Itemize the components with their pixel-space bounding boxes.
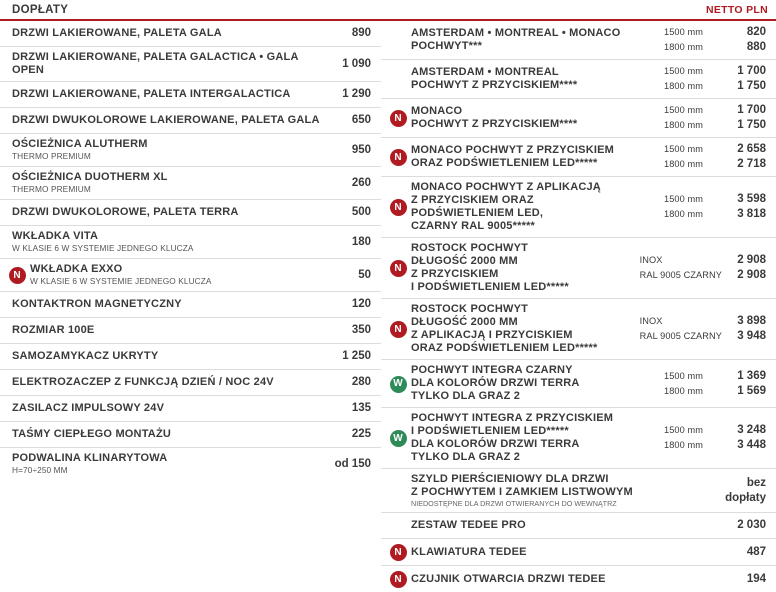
row-title-line: SZYLD PIERŚCIENIOWY DLA DRZWI	[411, 473, 609, 485]
row-price	[722, 25, 776, 55]
price-value: dopłaty	[725, 491, 766, 504]
badge-cell	[385, 570, 411, 588]
price-value: 1 569	[737, 384, 766, 397]
row-title-line: Z PRZYCISKIEM ORAZ	[411, 194, 534, 206]
row-title-line: POCHWYT INTEGRA CZARNY	[411, 364, 573, 376]
price-value: 2 658	[737, 143, 766, 155]
row-title-line: ZESTAW TEDEE PRO	[411, 519, 526, 531]
row-price	[327, 296, 381, 313]
table-row	[381, 566, 776, 592]
dimension-value: INOX	[639, 316, 663, 326]
row-price	[722, 473, 776, 508]
row-label	[12, 230, 327, 254]
table-row	[0, 448, 381, 480]
table-row	[381, 177, 776, 238]
row-title: OŚCIEŻNICA DUOTHERM XL	[12, 171, 168, 183]
row-title: DRZWI LAKIEROWANE, PALETA INTERGALACTICA	[12, 88, 291, 100]
table-row	[0, 292, 381, 318]
price-value: 135	[351, 402, 371, 414]
row-dimensions	[664, 142, 722, 172]
row-subtitle: H=70÷250 MM	[12, 465, 68, 475]
new-badge-icon: N	[390, 149, 407, 166]
row-price	[722, 364, 776, 403]
price-value: 1 700	[737, 104, 766, 116]
row-title: DRZWI DWUKOLOROWE LAKIEROWANE, PALETA GALA	[12, 114, 320, 126]
badge-cell	[385, 473, 411, 508]
dimension-value: 1800 mm	[664, 42, 703, 52]
table-row	[381, 469, 776, 513]
price-value: 2 908	[737, 269, 766, 281]
row-title-line: CZUJNIK OTWARCIA DRZWI TEDEE	[411, 572, 606, 585]
table-row	[0, 422, 381, 448]
row-price	[327, 426, 381, 443]
row-label	[12, 374, 327, 391]
row-title-line: ORAZ PODŚWIETLENIEM LED*****	[411, 342, 598, 354]
row-title: DRZWI LAKIEROWANE, PALETA GALACTICA • GALA OPEN	[12, 51, 299, 76]
row-price	[327, 25, 381, 42]
price-value: 820	[746, 26, 766, 38]
row-dimensions	[664, 25, 722, 55]
row-title-line: PODŚWIETLENIEM LED,	[411, 207, 544, 219]
dimension-value: 1500 mm	[664, 194, 703, 204]
row-label	[12, 296, 327, 313]
price-value: 500	[351, 206, 371, 218]
row-title-line: DLA KOLORÓW DRZWI TERRA	[411, 438, 580, 450]
price-value: 2 908	[737, 254, 766, 266]
row-dimensions	[640, 303, 722, 355]
table-row	[0, 200, 381, 226]
price-value: 3 898	[737, 315, 766, 327]
right-rows-container	[381, 21, 776, 592]
badge-cell	[385, 25, 411, 55]
row-title-line: MONACO	[411, 105, 463, 117]
page-footer	[0, 543, 381, 551]
badge-cell	[385, 103, 411, 133]
price-value: 3 248	[737, 424, 766, 436]
w-badge-icon: W	[390, 376, 407, 393]
new-badge-icon: N	[390, 110, 407, 127]
table-row	[381, 138, 776, 177]
row-price	[327, 263, 381, 287]
badge-cell	[385, 181, 411, 233]
row-dimensions	[664, 412, 722, 464]
row-label	[411, 473, 722, 508]
table-row	[0, 134, 381, 167]
row-label	[30, 263, 327, 287]
badge-cell	[385, 412, 411, 464]
left-header-title: DOPŁATY	[12, 3, 69, 16]
left-header	[0, 0, 381, 21]
row-label	[12, 452, 327, 476]
row-price	[722, 412, 776, 464]
row-label	[12, 400, 327, 417]
price-value: 3 948	[737, 330, 766, 342]
row-label	[12, 348, 327, 365]
price-value: 1 250	[342, 350, 371, 362]
table-row	[0, 396, 381, 422]
row-price	[722, 64, 776, 94]
right-header	[381, 0, 776, 21]
new-badge-icon: N	[390, 571, 407, 588]
table-row	[381, 238, 776, 299]
row-dimensions	[664, 181, 722, 233]
row-price	[722, 517, 776, 534]
dimension-value: 1500 mm	[664, 27, 703, 37]
table-row	[0, 21, 381, 47]
row-price	[327, 322, 381, 339]
row-price	[327, 400, 381, 417]
row-price	[327, 86, 381, 103]
row-label	[411, 181, 664, 233]
row-title: OŚCIEŻNICA ALUTHERM	[12, 138, 148, 150]
row-price	[722, 303, 776, 355]
badge-cell	[385, 543, 411, 561]
row-title-line: CZARNY RAL 9005*****	[411, 220, 536, 232]
new-badge-icon: N	[390, 321, 407, 338]
row-price	[722, 181, 776, 233]
row-price	[327, 374, 381, 391]
badge-cell	[385, 364, 411, 403]
price-value: 487	[746, 545, 766, 558]
row-title: DRZWI LAKIEROWANE, PALETA GALA	[12, 27, 222, 39]
price-value: 3 598	[737, 193, 766, 205]
w-badge-icon: W	[390, 430, 407, 447]
row-title: WKŁADKA VITA	[12, 230, 99, 242]
row-title: TAŚMY CIEPŁEGO MONTAŻU	[12, 428, 172, 440]
row-title-line: AMSTERDAM • MONTREAL	[411, 66, 559, 78]
new-badge-icon: N	[9, 267, 26, 284]
price-value: 280	[351, 376, 371, 388]
table-row	[0, 370, 381, 396]
price-value: 890	[351, 27, 371, 39]
row-title-line: DLA KOLORÓW DRZWI TERRA	[411, 377, 580, 389]
price-value: 194	[746, 572, 766, 585]
row-dimensions	[640, 242, 722, 294]
row-label	[411, 412, 664, 464]
dimension-value: INOX	[639, 255, 663, 265]
price-value: 180	[351, 235, 371, 248]
row-label	[411, 364, 664, 403]
row-note: NIEDOSTĘPNE DLA DRZWI OTWIERANYCH DO WEWNĄTRZ	[411, 499, 617, 508]
table-row	[381, 99, 776, 138]
row-title-line: MONACO POCHWYT Z PRZYCISKIEM	[411, 144, 614, 156]
row-title-line: TYLKO DLA GRAZ 2	[411, 390, 521, 402]
table-row	[381, 299, 776, 360]
row-title-line: Z APLIKACJĄ I PRZYCISKIEM	[411, 329, 573, 341]
price-value: 880	[746, 41, 766, 53]
badge-cell	[385, 142, 411, 172]
row-title: KONTAKTRON MAGNETYCZNY	[12, 298, 182, 310]
price-value: 1 090	[342, 57, 371, 70]
row-title-line: ROSTOCK POCHWYT	[411, 242, 529, 254]
row-title-line: ORAZ PODŚWIETLENIEM LED*****	[411, 157, 598, 169]
row-label	[12, 322, 327, 339]
row-price	[327, 230, 381, 254]
price-value: 3 448	[737, 439, 766, 451]
row-subtitle: THERMO PREMIUM	[12, 151, 91, 161]
row-dimensions	[664, 64, 722, 94]
dimension-value: 1500 mm	[664, 105, 703, 115]
row-label	[411, 517, 722, 534]
left-column	[0, 0, 381, 551]
table-row	[381, 539, 776, 566]
row-label	[12, 204, 327, 221]
table-row	[0, 344, 381, 370]
row-title-line: I PODŚWIETLENIEM LED*****	[411, 281, 569, 293]
row-label	[411, 242, 640, 294]
dimension-value: 1800 mm	[664, 159, 703, 169]
row-dimensions	[664, 103, 722, 133]
row-title: ZASILACZ IMPULSOWY 24V	[12, 402, 165, 414]
row-title-line: ROSTOCK POCHWYT	[411, 303, 529, 315]
row-title-line: Z POCHWYTEM I ZAMKIEM LISTWOWYM	[411, 486, 633, 498]
row-price	[722, 103, 776, 133]
row-price	[327, 51, 381, 77]
row-label	[12, 51, 327, 77]
price-value: 260	[351, 176, 371, 189]
dimension-value: 1800 mm	[664, 120, 703, 130]
row-title: DRZWI DWUKOLOROWE, PALETA TERRA	[12, 206, 239, 218]
row-title-line: DŁUGOŚĆ 2000 MM	[411, 255, 518, 267]
price-value: 1 700	[737, 65, 766, 77]
row-price	[722, 242, 776, 294]
badge-cell	[385, 242, 411, 294]
table-row	[0, 82, 381, 108]
row-title-line: I PODŚWIETLENIEM LED*****	[411, 425, 569, 437]
price-value: 50	[358, 268, 371, 281]
row-title: SAMOZAMYKACZ UKRYTY	[12, 350, 159, 362]
dimension-value: 1500 mm	[664, 144, 703, 154]
row-title: PODWALINA KLINARYTOWA	[12, 452, 168, 464]
row-title-line: TYLKO DLA GRAZ 2	[411, 451, 521, 463]
dimension-value: 1500 mm	[664, 66, 703, 76]
table-row	[0, 167, 381, 200]
row-title-line: POCHWYT***	[411, 40, 483, 52]
row-label	[411, 303, 640, 355]
row-title: ROZMIAR 100E	[12, 324, 95, 336]
price-value: 350	[351, 324, 371, 336]
right-header-title: NETTO PLN	[705, 3, 768, 16]
row-label	[12, 25, 327, 42]
table-row	[0, 108, 381, 134]
table-row	[381, 60, 776, 99]
row-price	[327, 452, 381, 476]
dimension-value: 1500 mm	[664, 370, 703, 381]
row-price	[327, 138, 381, 162]
row-label	[411, 25, 664, 55]
badge-cell	[4, 263, 30, 287]
table-row	[381, 21, 776, 60]
dimension-value: 1800 mm	[664, 209, 703, 219]
row-label	[12, 171, 327, 195]
dimension-value: 1800 mm	[664, 440, 703, 450]
price-value: 950	[351, 143, 371, 156]
row-price	[327, 112, 381, 129]
price-value: 1 290	[342, 88, 371, 100]
row-price	[722, 543, 776, 561]
new-badge-icon: N	[390, 199, 407, 216]
price-value: 120	[351, 298, 371, 310]
row-title-line: MONACO POCHWYT Z APLIKACJĄ	[411, 181, 601, 193]
row-title-line: POCHWYT Z PRZYCISKIEM****	[411, 118, 578, 130]
table-row	[0, 226, 381, 259]
table-row	[381, 360, 776, 408]
row-price	[327, 348, 381, 365]
badge-cell	[385, 303, 411, 355]
badge-cell	[385, 517, 411, 534]
row-label	[411, 142, 664, 172]
dimension-value: 1800 mm	[664, 385, 703, 396]
row-title-line: POCHWYT INTEGRA Z PRZYCISKIEM	[411, 412, 614, 424]
row-label	[411, 64, 664, 94]
row-price	[327, 204, 381, 221]
row-price	[722, 570, 776, 588]
table-row	[381, 408, 776, 469]
row-label	[12, 112, 327, 129]
price-value: 1 750	[737, 80, 766, 92]
row-title-line: AMSTERDAM • MONTREAL • MONACO	[411, 27, 621, 39]
price-value: 1 750	[737, 119, 766, 131]
left-rows-container	[0, 21, 381, 480]
table-row	[0, 318, 381, 344]
dimension-value: RAL 9005 CZARNY	[639, 270, 722, 280]
price-value: 650	[351, 114, 371, 126]
row-label	[411, 570, 722, 588]
price-value: 1 369	[737, 369, 766, 382]
row-label	[411, 543, 722, 561]
table-row	[0, 47, 381, 82]
row-label	[12, 138, 327, 162]
price-value: 2 030	[737, 519, 766, 531]
row-subtitle: THERMO PREMIUM	[12, 184, 91, 194]
row-price	[327, 171, 381, 195]
row-title-line: KLAWIATURA TEDEE	[411, 545, 527, 558]
row-title: WKŁADKA EXXO	[30, 263, 123, 275]
price-value: 3 818	[737, 208, 766, 220]
price-value: 225	[351, 428, 371, 440]
row-label	[411, 103, 664, 133]
new-badge-icon: N	[390, 544, 407, 561]
dimension-value: RAL 9005 CZARNY	[639, 331, 722, 341]
table-row	[381, 513, 776, 539]
row-title-line: Z PRZYCISKIEM	[411, 268, 499, 280]
row-subtitle: W KLASIE 6 W SYSTEMIE JEDNEGO KLUCZA	[30, 276, 212, 286]
row-dimensions	[664, 364, 722, 403]
row-label	[12, 86, 327, 103]
dimension-value: 1800 mm	[664, 81, 703, 91]
price-value: od 150	[334, 457, 371, 470]
row-title: ELEKTROZACZEP Z FUNKCJĄ DZIEŃ / NOC 24V	[12, 376, 274, 388]
table-row	[0, 259, 381, 292]
row-title-line: DŁUGOŚĆ 2000 MM	[411, 316, 518, 328]
row-label	[12, 426, 327, 443]
row-subtitle: W KLASIE 6 W SYSTEMIE JEDNEGO KLUCZA	[12, 243, 194, 253]
right-column	[381, 0, 776, 585]
dimension-value: 1500 mm	[664, 425, 703, 435]
row-title-line: POCHWYT Z PRZYCISKIEM****	[411, 79, 578, 91]
price-value: 2 718	[737, 158, 766, 170]
price-value: bez	[746, 476, 766, 489]
row-price	[722, 142, 776, 172]
new-badge-icon: N	[390, 260, 407, 277]
badge-cell	[385, 64, 411, 94]
